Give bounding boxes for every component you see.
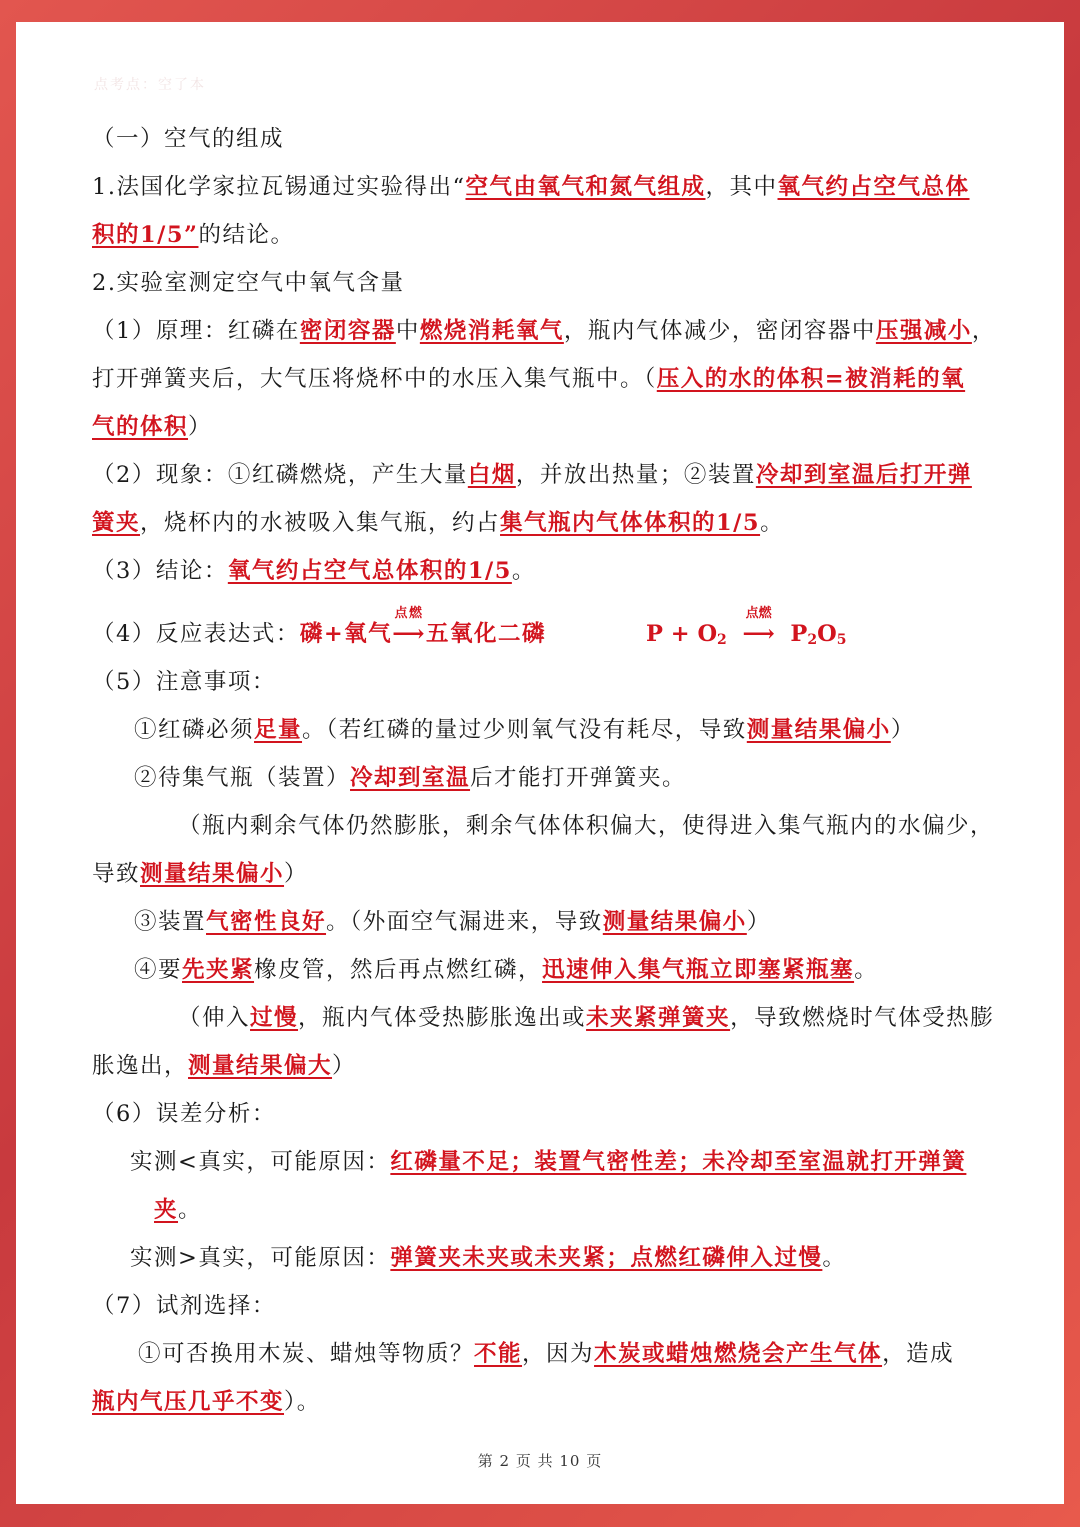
chemical-equation: $P + O_2$ 点燃 ⟶ $P_2O_5$: [646, 619, 846, 655]
paragraph-line: 气的体积）: [92, 414, 213, 440]
paragraph-line: （2）现象：①红磷燃烧，产生大量白烟，并放出热量；②装置冷却到室温后打开弹: [92, 462, 972, 488]
reaction-expression: （4）反应表达式：磷+氧气 点燃 ⟶五氧化二磷: [92, 619, 988, 649]
subsection-title: （5）注意事项：: [92, 669, 276, 695]
paragraph-line: 积的1/5”的结论。: [92, 222, 295, 248]
paragraph-line: 实测<真实，可能原因：红磷量不足；装置气密性差；未冷却至室温就打开弹簧: [130, 1149, 967, 1175]
paragraph-line: 瓶内气压几乎不变）。: [92, 1389, 321, 1415]
paragraph-line: 实测>真实，可能原因：弹簧夹未夹或未夹紧；点燃红磷伸入过慢。: [130, 1245, 847, 1271]
subsection-title: （6）误差分析：: [92, 1101, 276, 1127]
equation-arrow: ⟶: [742, 621, 775, 647]
list-item: ④要先夹紧橡皮管，然后再点燃红磷，迅速伸入集气瓶立即塞紧瓶塞。: [134, 957, 879, 983]
list-item: ①可否换用木炭、蜡烛等物质？不能，因为木炭或蜡烛燃烧会产生气体，造成: [138, 1341, 955, 1367]
paragraph-line: 夹。: [154, 1197, 203, 1223]
page-number: 第 2 页 共 10 页: [477, 1452, 603, 1470]
paragraph-line: 打开弹簧夹后，大气压将烧杯中的水压入集气瓶中。（压入的水的体积=被消耗的氧: [92, 366, 966, 392]
reaction-condition: 点燃: [394, 606, 424, 621]
paragraph-line: （1）原理：红磷在密闭容器中燃烧消耗氧气，瓶内气体减少，密闭容器中压强减小，: [92, 318, 996, 344]
paragraph-line: 导致测量结果偏小）: [92, 861, 309, 887]
paragraph-line: （瓶内剩余气体仍然膨胀，剩余气体体积偏大，使得进入集气瓶内的水偏少，: [178, 813, 995, 839]
equation-condition: 点燃: [745, 606, 772, 621]
paragraph-line: （伸入过慢，瓶内气体受热膨胀逸出或未夹紧弹簧夹，导致燃烧时气体受热膨: [178, 1005, 995, 1031]
paragraph-line: （3）结论：氧气约占空气总体积的1/5。: [92, 558, 536, 584]
document-page: [16, 22, 1064, 1504]
subsection-title: （7）试剂选择：: [92, 1293, 276, 1319]
paragraph-line: 胀逸出，测量结果偏大）: [92, 1053, 357, 1079]
list-item: ③装置气密性良好。（外面空气漏进来，导致测量结果偏小）: [134, 909, 771, 935]
reaction-arrow: ⟶: [392, 621, 426, 647]
paragraph-line: 1.法国化学家拉瓦锡通过实验得出“空气由氧气和氮气组成，其中氧气约占空气总体: [92, 174, 970, 200]
subsection-title: 2.实验室测定空气中氧气含量: [92, 270, 405, 296]
header-watermark: 点考点：空了本: [94, 77, 206, 93]
list-item: ①红磷必须足量。（若红磷的量过少则氧气没有耗尽，导致测量结果偏小）: [134, 717, 915, 743]
list-item: ②待集气瓶（装置）冷却到室温后才能打开弹簧夹。: [134, 765, 687, 791]
section-title: （一）空气的组成: [92, 126, 285, 152]
paragraph-line: 簧夹，烧杯内的水被吸入集气瓶，约占集气瓶内气体体积的1/5。: [92, 510, 785, 536]
